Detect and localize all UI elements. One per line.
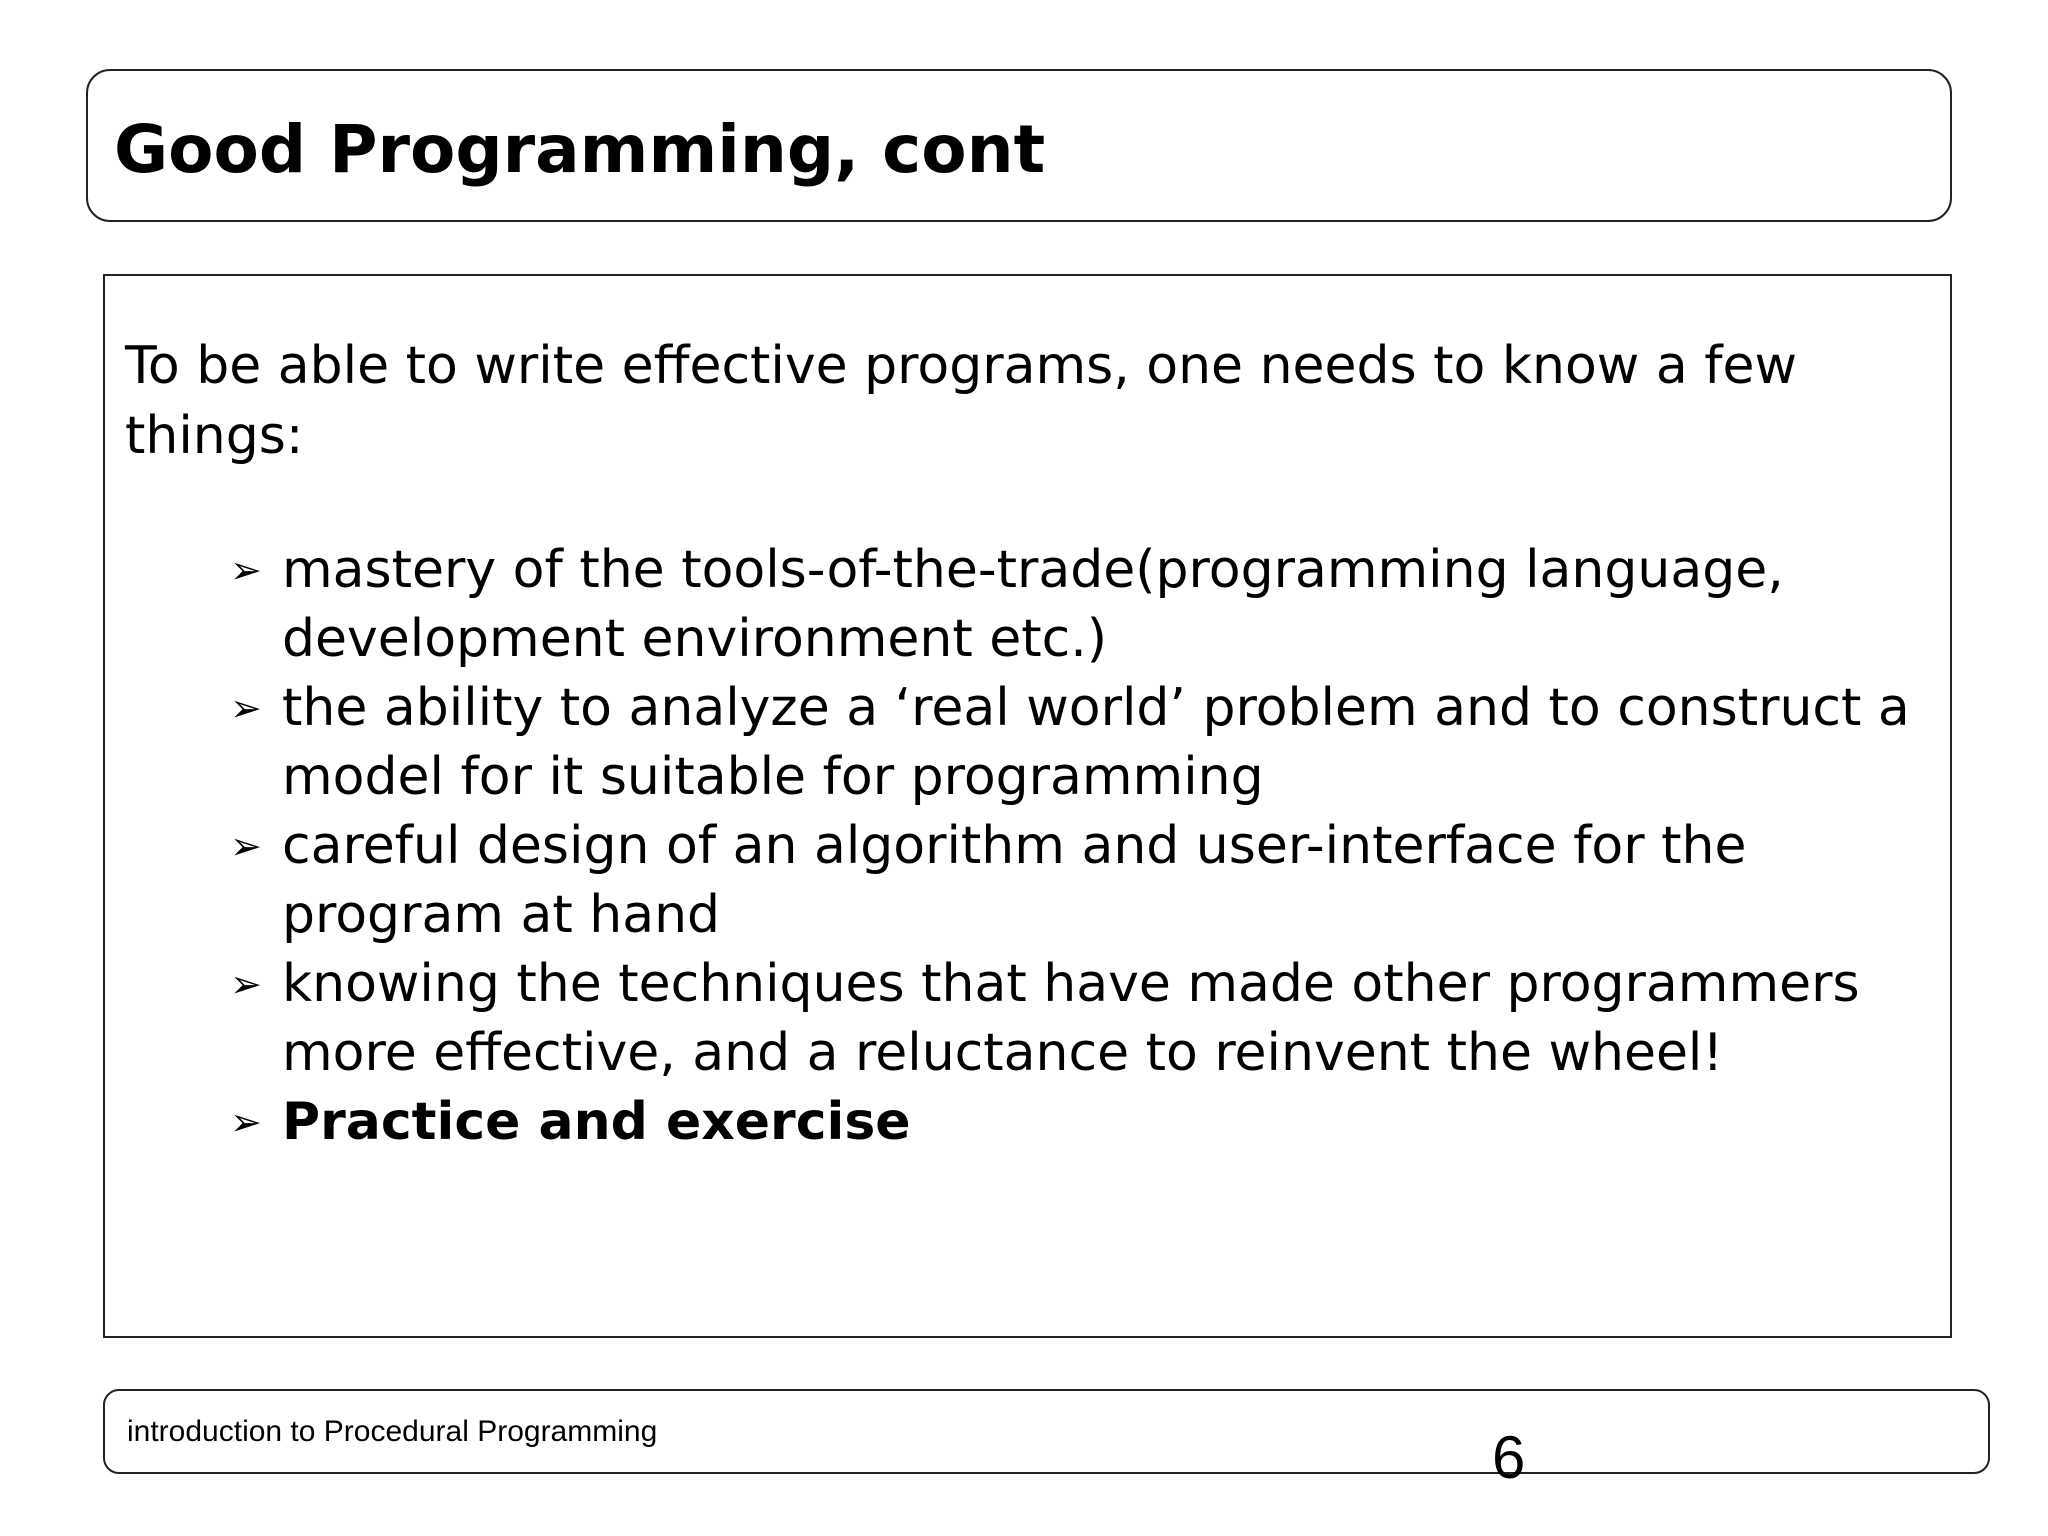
bullet-text: the ability to analyze a ‘real world’ problem and to construct a model for it suitable for programming: [282, 678, 1910, 807]
arrow-bullet-icon: ➢: [230, 1100, 262, 1144]
bullet-text: careful design of an algorithm and user-interface for the program at hand: [282, 816, 1747, 945]
bullet-item: [230, 812, 1930, 950]
arrow-bullet-icon: ➢: [230, 962, 262, 1006]
footer-box: [103, 1389, 1990, 1474]
content-box: [103, 274, 1952, 1338]
arrow-bullet-icon: ➢: [230, 686, 262, 730]
footer-course-title: introduction to Procedural Programming: [127, 1415, 658, 1448]
bullet-text: mastery of the tools-of-the-trade(programming language, development environment etc.): [282, 540, 1784, 669]
slide-title: Good Programming, cont: [114, 111, 1046, 188]
bullet-item: [230, 1088, 1930, 1157]
bullet-list: [230, 536, 1930, 1157]
bullet-text: knowing the techniques that have made other programmers more effective, and a reluctance to reinvent the wheel!: [282, 954, 1860, 1083]
title-box: [86, 69, 1952, 222]
page-number: 6: [1492, 1424, 1526, 1491]
bullet-text: Practice and exercise: [282, 1092, 911, 1152]
intro-text: To be able to write effective programs, one needs to know a few things:: [125, 336, 1798, 466]
arrow-bullet-icon: ➢: [230, 824, 262, 868]
bullet-item: [230, 536, 1930, 674]
arrow-bullet-icon: ➢: [230, 548, 262, 592]
bullet-item: [230, 950, 1930, 1088]
bullet-item: [230, 674, 1930, 812]
